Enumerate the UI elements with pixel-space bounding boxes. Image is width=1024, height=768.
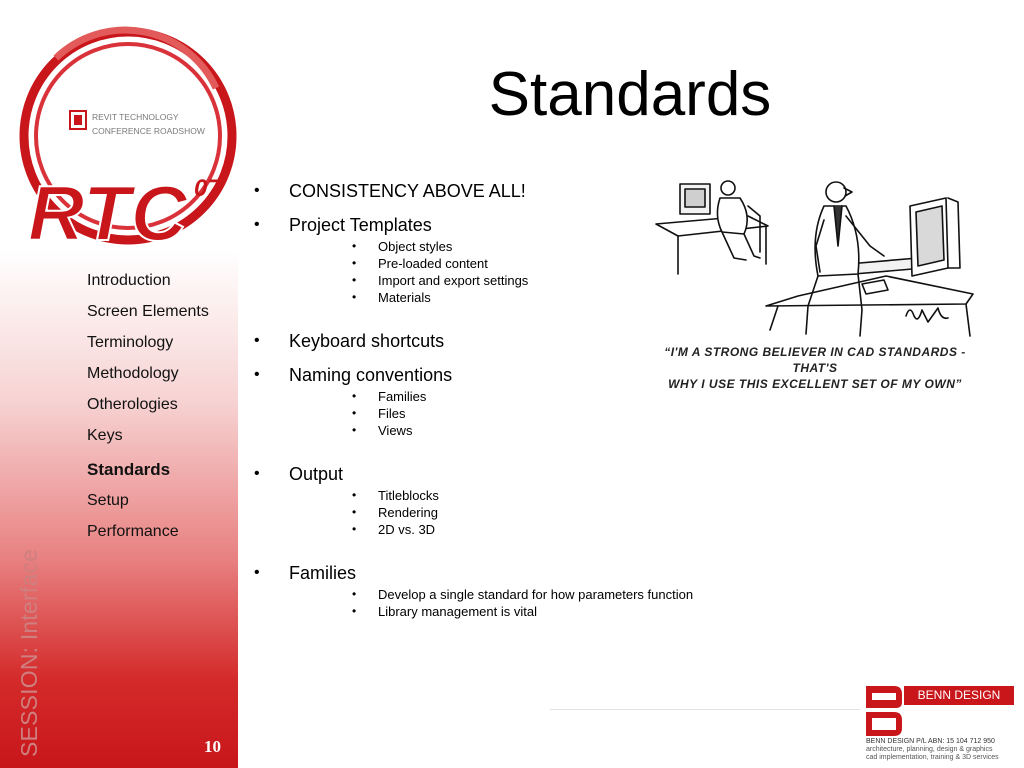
bullet-item: • CONSISTENCY ABOVE ALL! — [252, 178, 772, 204]
nav-item-methodology[interactable]: Methodology — [87, 365, 179, 382]
sub-bullet-item: • Materials — [252, 289, 772, 306]
services-line1: architecture, planning, design & graphics — [866, 746, 993, 753]
sidebar — [0, 0, 238, 768]
bullet-item: • Output — [252, 461, 772, 487]
spacer — [252, 439, 772, 461]
sub-bullet-item: • 2D vs. 3D — [252, 521, 772, 538]
slide-title: Standards — [488, 60, 772, 129]
page-number: 10 — [204, 737, 221, 756]
logo-text-line1: REVIT TECHNOLOGY — [92, 112, 179, 122]
sub-bullet-item: • Rendering — [252, 504, 772, 521]
benn-design-name: BENN DESIGN — [904, 686, 1014, 705]
benn-design-abn: BENN DESIGN P/L ABN: 15 104 712 950 — [866, 738, 995, 745]
cartoon-caption — [660, 344, 970, 392]
bullet-item: • Keyboard shortcuts — [252, 328, 772, 354]
nav-item-otherologies[interactable]: Otherologies — [87, 396, 178, 413]
sub-bullet-item: • Views — [252, 422, 772, 439]
footer-divider — [550, 709, 860, 710]
bullet-item: • Project Templates — [252, 212, 772, 238]
nav-item-screen-elements[interactable]: Screen Elements — [87, 303, 209, 320]
sub-bullet-item: • Pre-loaded content — [252, 255, 772, 272]
section-nav — [87, 271, 209, 553]
sub-bullet-item: • Develop a single standard for how parameters function — [252, 586, 772, 603]
caption-line2: WHY I USE THIS EXCELLENT SET OF MY OWN” — [668, 377, 962, 391]
nav-item-performance[interactable]: Performance — [87, 523, 179, 540]
logo-text-line2: CONFERENCE ROADSHOW — [92, 126, 205, 136]
spacer — [252, 538, 772, 560]
benn-design-services — [866, 746, 1016, 761]
services-line2: cad implementation, training & 3D services — [866, 753, 999, 761]
nav-item-terminology[interactable]: Terminology — [87, 334, 174, 351]
sub-bullet-item: • Files — [252, 405, 772, 422]
rtc07-logo — [16, 18, 244, 250]
nav-item-standards[interactable]: Standards — [87, 460, 171, 479]
benn-design-logo-icon — [866, 686, 902, 736]
sub-bullet-item: • Titleblocks — [252, 487, 772, 504]
caption-line1: “I'M A STRONG BELIEVER IN CAD STANDARDS - THAT'S — [664, 345, 966, 375]
session-label: SESSION: Interface — [16, 548, 42, 757]
bullet-item: • Naming conventions — [252, 362, 772, 388]
logo-rtc-mark: RTC — [28, 169, 187, 250]
nav-item-introduction[interactable]: Introduction — [87, 272, 171, 289]
sub-bullet-item: • Import and export settings — [252, 272, 772, 289]
nav-item-keys[interactable]: Keys — [87, 427, 123, 444]
bullet-item: • Families — [252, 560, 772, 586]
nav-item-setup[interactable]: Setup — [87, 492, 129, 509]
logo-year: 07 — [194, 175, 221, 202]
sub-bullet-item: • Library management is vital — [252, 603, 772, 620]
sub-bullet-item: • Families — [252, 388, 772, 405]
sub-bullet-item: • Object styles — [252, 238, 772, 255]
